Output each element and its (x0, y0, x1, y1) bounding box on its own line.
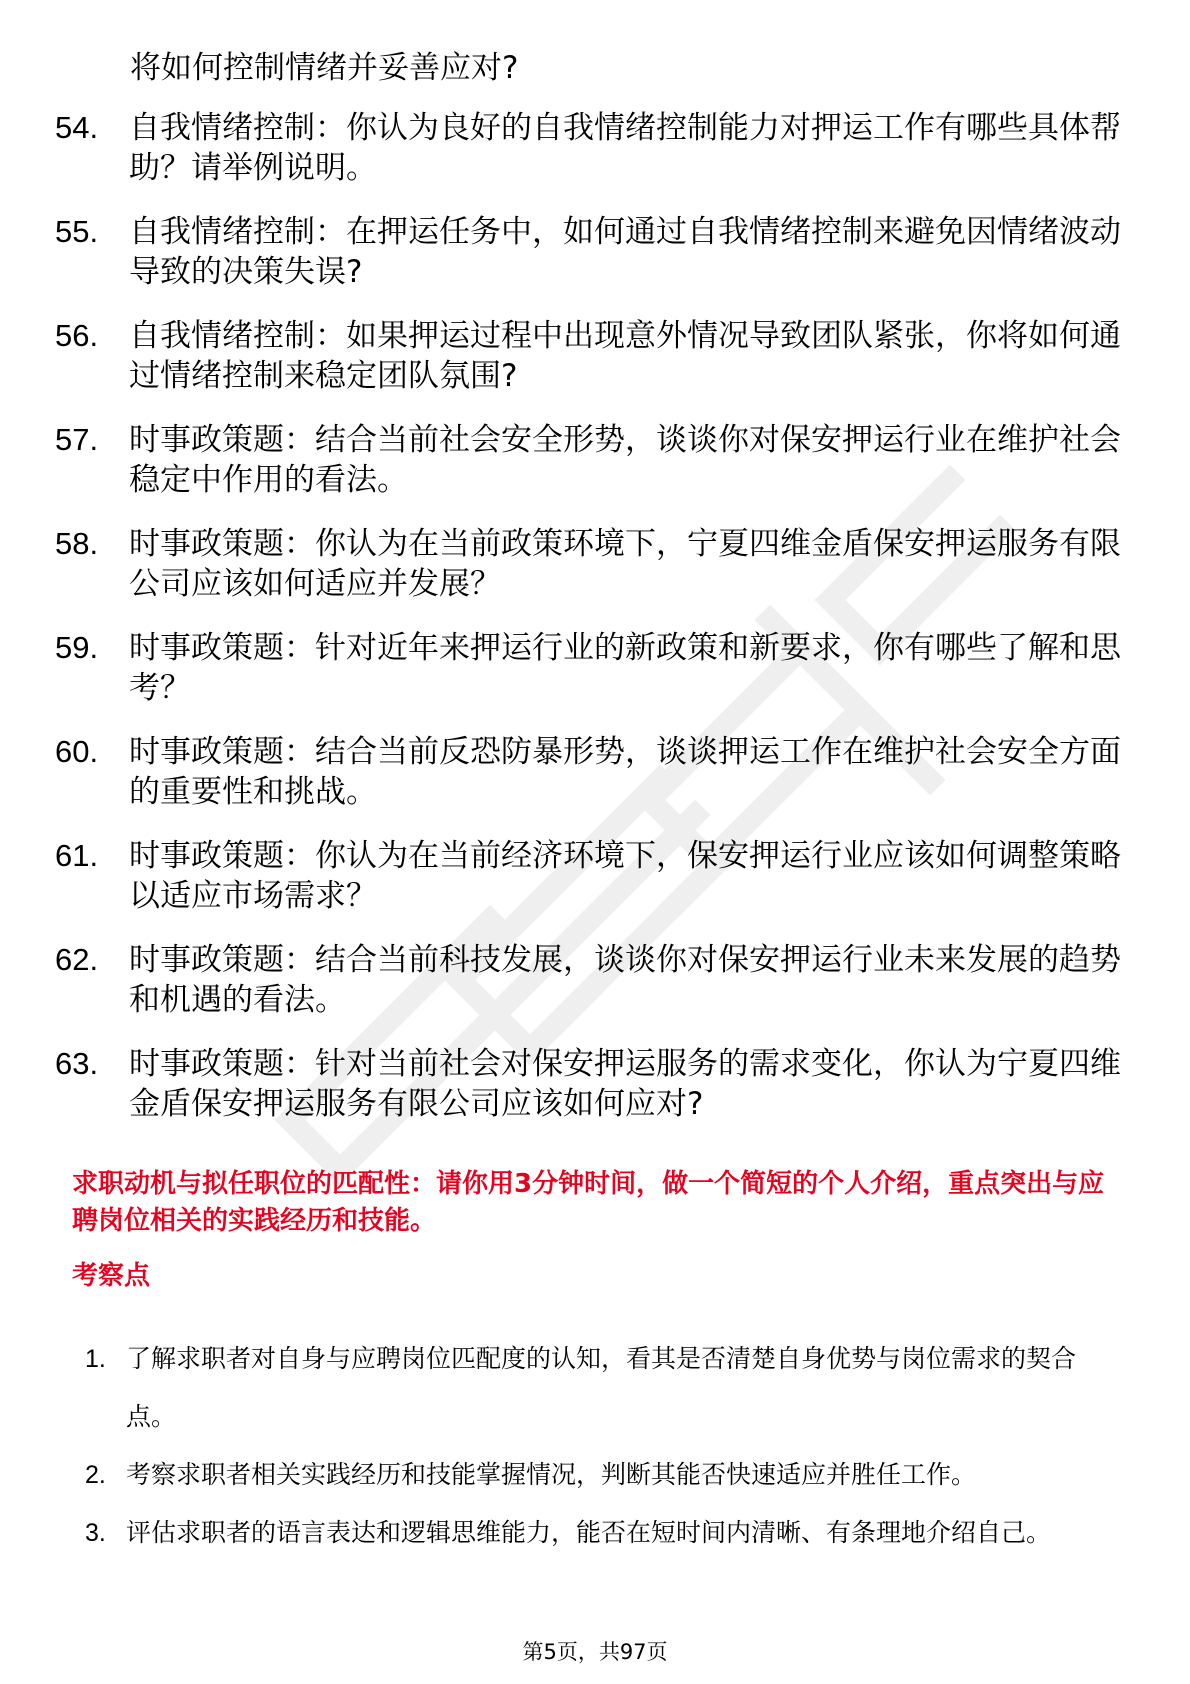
question-number: 57. (55, 422, 99, 457)
question-number: 55. (55, 214, 99, 249)
question-text: 自我情绪控制：在押运任务中，如何通过自我情绪控制来避免因情绪波动导致的决策失误? (129, 214, 1121, 290)
question-text: 时事政策题：结合当前反恐防暴形势，谈谈押运工作在维护社会安全方面的重要性和挑战。 (129, 734, 1121, 810)
question-item (55, 836, 1135, 916)
highlighted-question: 求职动机与拟任职位的匹配性：请你用3分钟时间，做一个简短的个人介绍，重点突出与应聘岗位相关的实践经历和技能。 (72, 1169, 1105, 1236)
question-item (55, 212, 1135, 292)
question-number: 56. (55, 318, 99, 353)
point-number: 2. (85, 1461, 106, 1489)
question-number: 59. (55, 630, 99, 665)
point-number: 1. (85, 1345, 106, 1373)
question-item (55, 940, 1135, 1020)
question-number: 60. (55, 734, 99, 769)
page-footer: 第5页，共97页 (522, 1640, 668, 1664)
assessment-point (85, 1446, 1115, 1504)
question-item (55, 1044, 1135, 1124)
question-number: 61. (55, 838, 99, 873)
question-text: 时事政策题：你认为在当前政策环境下，宁夏四维金盾保安押运服务有限公司应该如何适应并发展？ (129, 526, 1121, 602)
question-text: 时事政策题：你认为在当前经济环境下，保安押运行业应该如何调整策略以适应市场需求？ (129, 838, 1121, 914)
assessment-point (85, 1330, 1115, 1446)
section-title: 考察点 (72, 1261, 151, 1291)
question-text: 时事政策题：针对近年来押运行业的新政策和新要求，你有哪些了解和思考？ (129, 630, 1121, 706)
point-number: 3. (85, 1519, 106, 1547)
question-text: 时事政策题：针对当前社会对保安押运服务的需求变化，你认为宁夏四维金盾保安押运服务有限公司应该如何应对? (129, 1046, 1121, 1122)
question-item (55, 524, 1135, 604)
point-text: 了解求职者对自身与应聘岗位匹配度的认知，看其是否清楚自身优势与岗位需求的契合点。 (126, 1344, 1077, 1431)
continuation-text: 将如何控制情绪并妥善应对? (130, 50, 519, 86)
question-number: 54. (55, 110, 99, 145)
question-number: 62. (55, 942, 99, 977)
question-text: 自我情绪控制：如果押运过程中出现意外情况导致团队紧张，你将如何通过情绪控制来稳定团队氛围? (129, 318, 1121, 394)
question-item (55, 732, 1135, 812)
assessment-points-list (85, 1330, 1115, 1562)
point-text: 考察求职者相关实践经历和技能掌握情况，判断其能否快速适应并胜任工作。 (126, 1460, 977, 1489)
point-text: 评估求职者的语言表达和逻辑思维能力，能否在短时间内清晰、有条理地介绍自己。 (126, 1518, 1052, 1547)
question-item (55, 108, 1135, 188)
question-list (55, 108, 1135, 1148)
question-item (55, 420, 1135, 500)
question-text: 时事政策题：结合当前社会安全形势，谈谈你对保安押运行业在维护社会稳定中作用的看法。 (129, 422, 1121, 498)
question-item (55, 628, 1135, 708)
question-text: 自我情绪控制：你认为良好的自我情绪控制能力对押运工作有哪些具体帮助？请举例说明。 (129, 110, 1121, 186)
assessment-point (85, 1504, 1115, 1562)
question-item (55, 316, 1135, 396)
question-text: 时事政策题：结合当前科技发展，谈谈你对保安押运行业未来发展的趋势和机遇的看法。 (129, 942, 1121, 1018)
question-number: 63. (55, 1046, 99, 1081)
question-number: 58. (55, 526, 99, 561)
